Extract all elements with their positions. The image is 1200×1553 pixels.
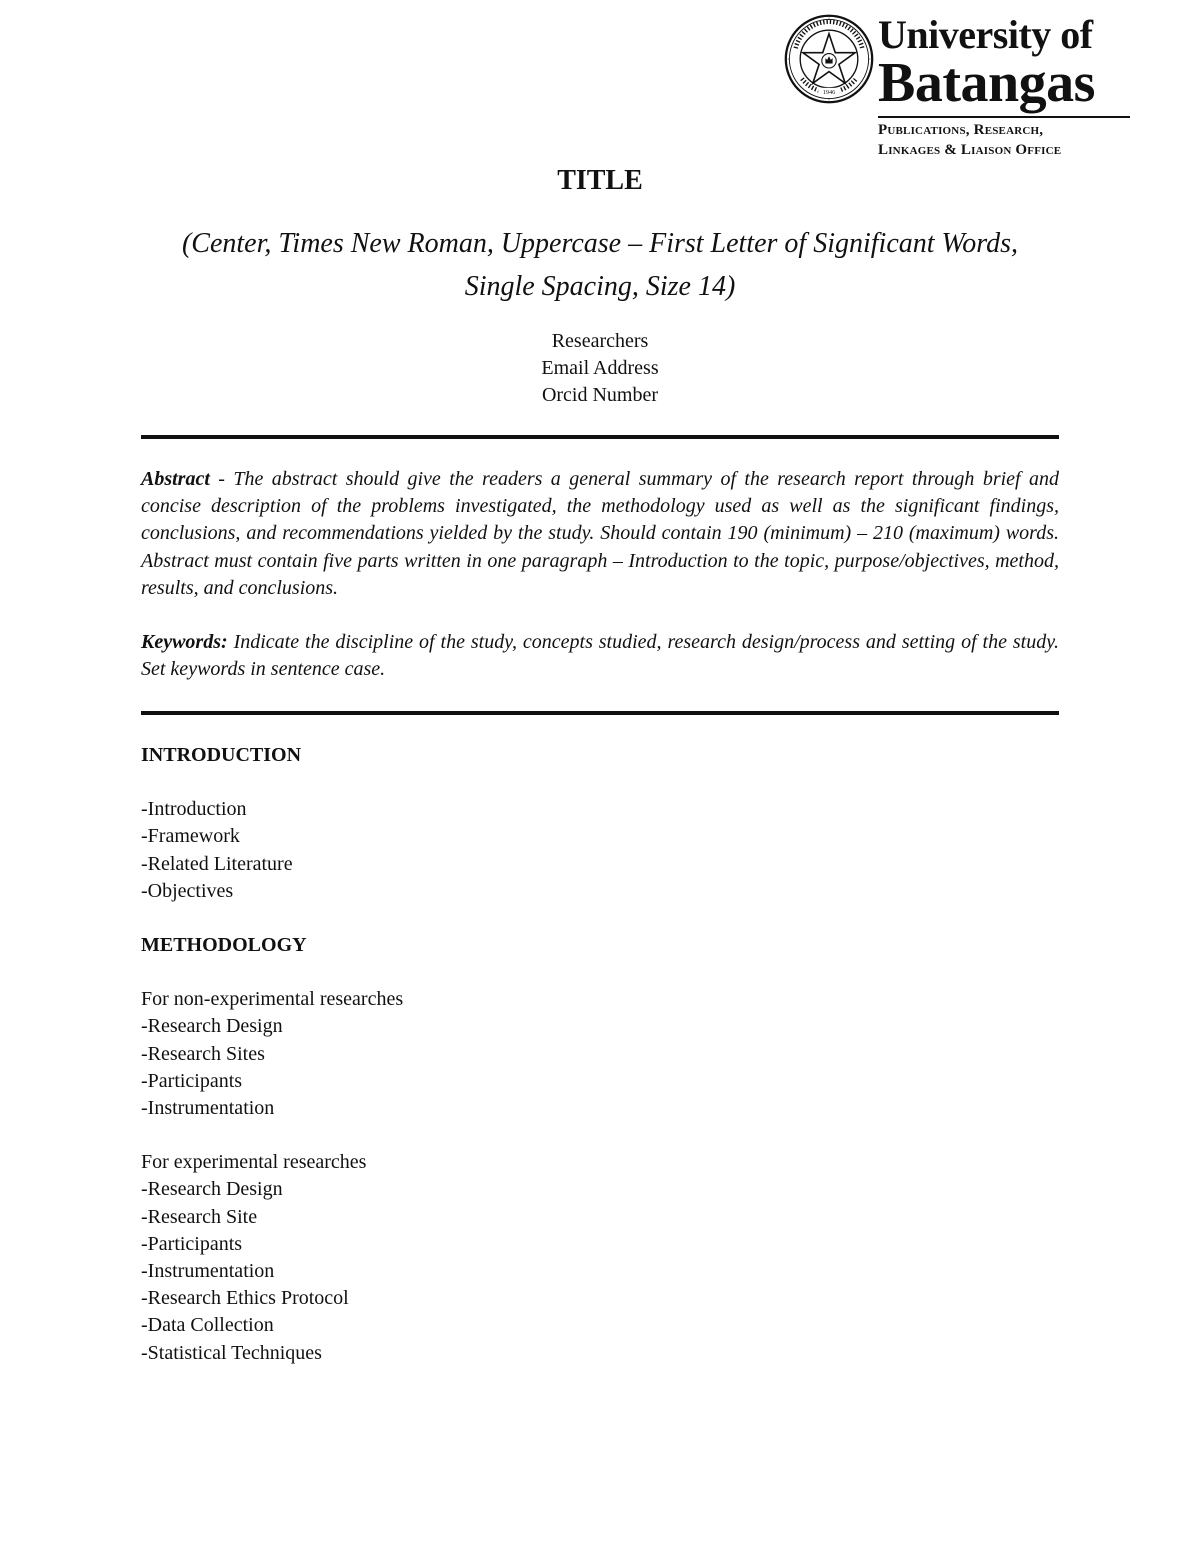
logo-line-2: Batangas	[878, 52, 1095, 114]
list-item: -Research Site	[141, 1205, 258, 1228]
abstract-text: - The abstract should give the readers a general summary of the research report through brief and concise description of the problems investigated, the methodology used as well as the significant findings, conclusions, and recommendations yielded by the study. Should contain 190 (minimum) – 210 (maximum) words. Abstract must contain five parts written in one paragraph – Introduction to the topic, purpose/objectives, method, results, and conclusions.	[141, 468, 1059, 599]
university-seal-icon	[784, 14, 874, 104]
university-wordmark	[878, 12, 1140, 114]
list-item: -Related Literature	[141, 852, 293, 875]
list-item: -Objectives	[141, 879, 234, 902]
keywords-paragraph	[141, 629, 1059, 683]
author-block	[0, 328, 1200, 409]
experimental-list	[141, 1149, 1059, 1367]
list-item: -Participants	[141, 1069, 243, 1092]
abstract-label: Abstract	[141, 468, 210, 490]
title-instructions: (Center, Times New Roman, Uppercase – First Letter of Significant Words, Single Spacing, Size 14)	[181, 228, 1019, 302]
list-item: -Research Design	[141, 1015, 283, 1038]
introduction-list	[141, 796, 1059, 905]
keywords-label: Keywords:	[141, 631, 228, 653]
list-item: -Data Collection	[141, 1314, 274, 1337]
list-item: -Instrumentation	[141, 1260, 275, 1283]
document-body	[141, 742, 1059, 1367]
office-name	[878, 120, 1138, 160]
non-experimental-label: For non-experimental researches	[141, 988, 404, 1011]
divider-bottom	[141, 711, 1059, 715]
divider-top	[141, 435, 1059, 439]
list-item: -Participants	[141, 1232, 243, 1255]
abstract-paragraph	[141, 466, 1059, 602]
office-line-2: Linkages & Liaison Office	[878, 142, 1062, 158]
experimental-label: For experimental researches	[141, 1151, 367, 1174]
page-title: TITLE	[557, 165, 643, 196]
non-experimental-list	[141, 986, 1059, 1122]
keywords-text: Indicate the discipline of the study, concepts studied, research design/process and setting of the study. Set keywords in sentence case.	[141, 631, 1059, 681]
logo-line-1: University of	[878, 12, 1093, 57]
list-item: -Research Sites	[141, 1042, 265, 1065]
university-logo	[782, 14, 1142, 164]
office-line-1: Publications, Research,	[878, 122, 1044, 138]
list-item: -Research Ethics Protocol	[141, 1287, 349, 1310]
methodology-heading: METHODOLOGY	[141, 934, 307, 957]
svg-text:1946: 1946	[822, 89, 836, 97]
introduction-heading: INTRODUCTION	[141, 744, 302, 766]
researchers-label: Researchers	[551, 330, 649, 352]
list-item: -Introduction	[141, 798, 247, 821]
orcid-label: Orcid Number	[541, 384, 659, 406]
list-item: -Statistical Techniques	[141, 1341, 322, 1364]
email-label: Email Address	[541, 357, 659, 379]
list-item: -Framework	[141, 825, 240, 848]
logo-divider	[878, 116, 1130, 118]
list-item: -Research Design	[141, 1178, 283, 1201]
list-item: -Instrumentation	[141, 1097, 275, 1120]
